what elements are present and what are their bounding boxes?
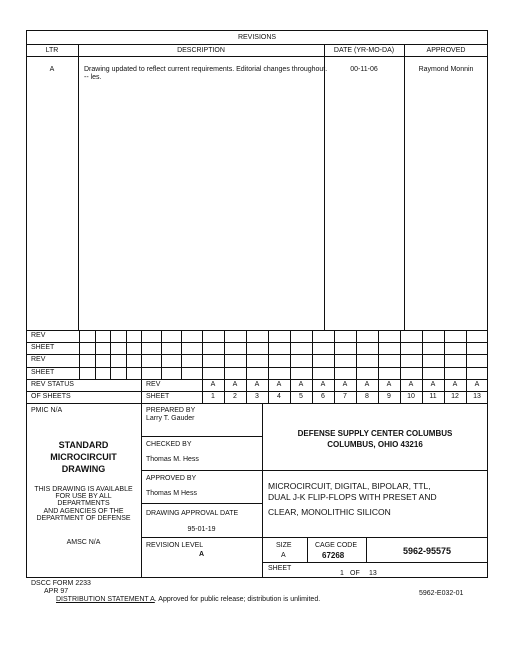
header-ltr: LTR [45, 47, 59, 54]
sheet-of-label: OF [350, 570, 360, 577]
rev-value: A [320, 380, 326, 388]
rev-value: A [364, 380, 370, 388]
title-line-2: DUAL J-K FLIP-FLOPS WITH PRESET AND [268, 492, 437, 502]
sheet-number: 5 [299, 393, 303, 400]
grid-line [110, 330, 111, 379]
distribution-text: . Approved for public release; distribution is unlimited. [154, 596, 321, 603]
rev-value: A [430, 380, 436, 388]
standard-line-2: MICROCIRCUIT [50, 452, 117, 462]
revision-description-cont: -- les. [84, 74, 102, 81]
sheet-number: 7 [343, 393, 347, 400]
grid-line [79, 330, 80, 379]
amsc-label: AMSC N/A [66, 539, 101, 546]
divider [262, 562, 488, 563]
distribution-label: DISTRIBUTION STATEMENT A [56, 596, 155, 603]
prepared-by-label: PREPARED BY [146, 407, 196, 414]
rev-row-label: SHEET [31, 368, 55, 376]
divider [324, 44, 325, 330]
distribution-statement [56, 596, 320, 604]
drawing-number: 5962-95575 [402, 546, 452, 556]
divider [404, 44, 405, 330]
availability-line-5: DEPARTMENT OF DEFENSE [36, 515, 131, 522]
title-line-1: MICROCIRCUIT, DIGITAL, BIPOLAR, TTL, [268, 481, 431, 491]
availability-line-2: FOR USE BY ALL [55, 493, 112, 500]
sheet-number: 11 [429, 393, 437, 400]
divider [141, 503, 262, 504]
grid-line [95, 330, 96, 379]
sheet-number: 4 [277, 393, 281, 400]
agency-line-1: DEFENSE SUPPLY CENTER COLUMBUS [297, 429, 453, 438]
revision-ltr: A [49, 66, 55, 73]
header-description: DESCRIPTION [177, 47, 225, 54]
standard-line-3: DRAWING [61, 464, 106, 474]
rev-value: A [210, 380, 216, 388]
rev-value: A [298, 380, 304, 388]
rev-status-label: REV STATUS [31, 380, 74, 388]
revisions-title: REVISIONS [237, 34, 277, 41]
rev-value: A [386, 380, 392, 388]
grid-line [161, 330, 162, 379]
agency-line-2: COLUMBUS, OHIO 43216 [327, 440, 423, 449]
sheet-number: 6 [321, 393, 325, 400]
rev-label: REV [146, 380, 161, 388]
approved-by-name: Thomas M Hess [146, 490, 197, 497]
grid-line [26, 391, 488, 392]
sheet-number: 12 [451, 393, 459, 400]
divider [141, 470, 488, 471]
sheet-number: 9 [387, 393, 391, 400]
divider [26, 56, 488, 57]
prepared-by-name: Larry T. Gauder [146, 415, 195, 422]
standard-line-1: STANDARD [58, 440, 109, 450]
revision-level: A [198, 551, 205, 558]
grid-line [181, 330, 182, 379]
availability-line-3: DEPARTMENTS [57, 500, 110, 507]
rev-row-label: REV [31, 332, 46, 339]
rev-value: A [474, 380, 480, 388]
rev-row-label: REV [31, 356, 46, 364]
grid-line [26, 379, 488, 380]
revision-level-label: REVISION LEVEL [146, 542, 204, 549]
sheet-number: 1 [211, 393, 215, 400]
approval-date: 95-01-19 [187, 526, 216, 533]
form-number: DSCC FORM 2233 [31, 580, 91, 587]
sheet-total: 13 [369, 570, 377, 577]
grid-line [141, 330, 142, 403]
revision-date: 00-11-06 [350, 66, 378, 73]
divider [26, 44, 488, 45]
rev-value: A [254, 380, 260, 388]
divider [78, 44, 79, 330]
form-date: APR 97 [44, 588, 69, 595]
sheet-label: SHEET [146, 393, 170, 400]
grid-line [126, 330, 127, 379]
divider [26, 403, 488, 404]
rev-value: A [342, 380, 348, 388]
sheet-number: 13 [473, 393, 481, 400]
rev-row-label: SHEET [31, 344, 55, 352]
sheet-number: 8 [365, 393, 369, 400]
sheet-label: SHEET [268, 565, 292, 572]
rev-value: A [408, 380, 414, 388]
rev-value: A [276, 380, 282, 388]
divider [141, 537, 488, 538]
sheet-value: 1 [340, 570, 344, 577]
rev-value: A [452, 380, 458, 388]
divider [141, 436, 262, 437]
availability-line-4: AND AGENCIES OF THE [43, 508, 124, 515]
approved-by-label: APPROVED BY [146, 475, 197, 482]
sheet-number: 2 [233, 393, 237, 400]
revision-approved: Raymond Monnin [418, 66, 474, 73]
checked-by-name: Thomas M. Hess [146, 456, 199, 463]
size-value: A [281, 552, 286, 559]
size-label: SIZE [276, 542, 292, 549]
availability-line-1: THIS DRAWING IS AVAILABLE [34, 486, 133, 493]
divider [307, 537, 308, 562]
cage-code-label: CAGE CODE [315, 542, 358, 549]
header-approved: APPROVED [426, 47, 466, 54]
document-code: 5962-E032-01 [419, 590, 464, 597]
pmic-label: PMIC N/A [31, 407, 63, 414]
sheet-number: 10 [407, 393, 415, 400]
title-line-3: CLEAR, MONOLITHIC SILICON [268, 507, 391, 517]
header-date: DATE (YR-MO-DA) [333, 47, 395, 54]
rev-value: A [232, 380, 238, 388]
of-sheets-label: OF SHEETS [31, 393, 71, 400]
revision-description: Drawing updated to reflect current requirements. Editorial changes throughout. [84, 66, 328, 73]
approval-date-label: DRAWING APPROVAL DATE [146, 510, 239, 517]
sheet-number: 3 [255, 393, 259, 400]
checked-by-label: CHECKED BY [146, 441, 192, 448]
cage-code-value: 67268 [322, 551, 345, 560]
